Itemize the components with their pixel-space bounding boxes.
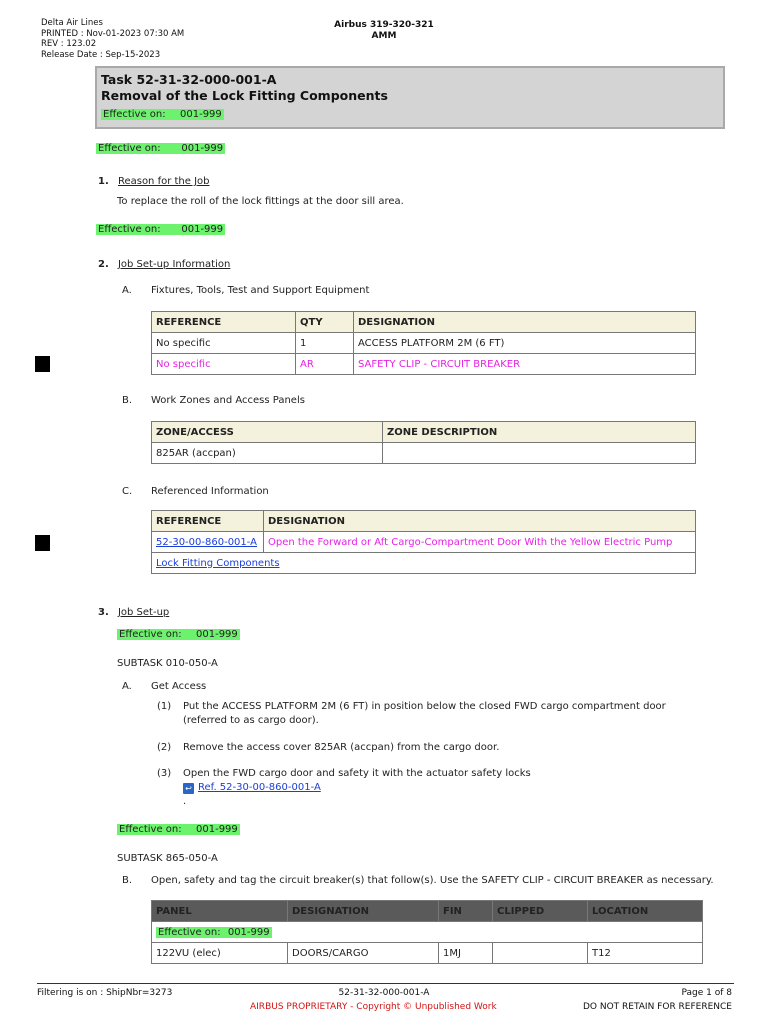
- aircraft-type: Airbus 319-320-321: [334, 20, 434, 30]
- table-cell: 122VU (elec): [152, 943, 288, 964]
- column-header: ZONE/ACCESS: [152, 422, 383, 443]
- table-row: [152, 443, 696, 464]
- column-header: QTY: [296, 312, 354, 333]
- retain-notice: DO NOT RETAIN FOR REFERENCE: [582, 1002, 732, 1012]
- step-reference: [183, 781, 321, 794]
- airline-name: Delta Air Lines: [41, 18, 103, 28]
- table-cell: DOORS/CARGO: [288, 943, 439, 964]
- step-number: (3): [157, 768, 172, 779]
- zones-table: [151, 421, 696, 464]
- task-title: Removal of the Lock Fitting Components: [101, 88, 388, 103]
- table-header-row: [152, 511, 696, 532]
- column-header: PANEL: [152, 901, 288, 922]
- manual-title: [0, 20, 768, 42]
- table-row: [152, 532, 696, 553]
- table-cell: [493, 943, 588, 964]
- task-number: Task 52-31-32-000-001-A: [101, 72, 277, 87]
- section-1-heading: [98, 175, 210, 188]
- lock-fitting-link[interactable]: Lock Fitting Components: [156, 557, 280, 569]
- manual-name: AMM: [371, 31, 397, 41]
- subsection-c-letter: C.: [122, 486, 133, 497]
- effective-label: Effective on:: [103, 109, 166, 120]
- column-header: REFERENCE: [152, 312, 296, 333]
- column-header: DESIGNATION: [354, 312, 696, 333]
- table-cell: [383, 443, 696, 464]
- subsection-c-title: Referenced Information: [151, 486, 269, 497]
- effective-label: Effective on:: [119, 629, 182, 640]
- table-row: [152, 333, 696, 354]
- circuit-breaker-table: [151, 900, 703, 964]
- effective-value: 001-999: [227, 926, 270, 938]
- column-header: DESIGNATION: [288, 901, 439, 922]
- effectivity-4: [117, 823, 240, 837]
- step-text: Remove the access cover 825AR (accpan) from the cargo door.: [183, 742, 500, 753]
- column-header: LOCATION: [588, 901, 703, 922]
- task-effectivity: [101, 108, 224, 122]
- page-number: Page 1 of 8: [681, 988, 732, 998]
- section-title: Job Set-up Information: [117, 259, 231, 270]
- table-cell: 1MJ: [439, 943, 493, 964]
- subsection-b-title: Work Zones and Access Panels: [151, 395, 305, 406]
- step-text-tail: .: [183, 796, 187, 807]
- table-row: [152, 553, 696, 574]
- effective-value: 001-999: [180, 109, 222, 120]
- step-number: (2): [157, 742, 172, 753]
- section-3-heading: [98, 606, 169, 619]
- step-b-letter: B.: [122, 875, 133, 886]
- filter-status: Filtering is on : ShipNbr=3273: [37, 988, 173, 998]
- step-text: Open the FWD cargo door and safety it with the actuator safety locks: [183, 768, 531, 779]
- table-cell: SAFETY CLIP - CIRCUIT BREAKER: [354, 354, 696, 375]
- subtask-label: SUBTASK 010-050-A: [117, 658, 218, 669]
- table-header-row: [152, 901, 703, 922]
- effective-label: Effective on:: [98, 224, 161, 235]
- step-text: Put the ACCESS PLATFORM 2M (6 FT) in position below the closed FWD cargo compartment door: [183, 701, 666, 712]
- effective-label: Effective on:: [158, 926, 221, 938]
- step-reference-link[interactable]: Ref. 52-30-00-860-001-A: [198, 782, 321, 793]
- column-header: DESIGNATION: [264, 511, 696, 532]
- effectivity-row: [152, 922, 703, 943]
- change-bar-marker: [35, 356, 50, 372]
- effectivity-3: [117, 628, 240, 642]
- change-bar-marker: [35, 535, 50, 551]
- table-cell: No specific: [152, 354, 296, 375]
- step-number: (1): [157, 701, 172, 712]
- table-header-row: [152, 312, 696, 333]
- section-2-heading: [98, 258, 230, 271]
- step-b-text: Open, safety and tag the circuit breaker(s) that follow(s). Use the SAFETY CLIP - CIRCUIT BREAKER as necessary.: [151, 875, 714, 886]
- section-number: 1.: [98, 176, 109, 187]
- column-header: ZONE DESCRIPTION: [383, 422, 696, 443]
- column-header: CLIPPED: [493, 901, 588, 922]
- footer-divider: [37, 983, 734, 984]
- subtask-label: SUBTASK 865-050-A: [117, 853, 218, 864]
- table-cell: 1: [296, 333, 354, 354]
- section-number: 3.: [98, 607, 109, 618]
- effective-value: 001-999: [196, 824, 238, 835]
- effectivity-2: [96, 223, 225, 237]
- effective-label: Effective on:: [98, 143, 161, 154]
- column-header: REFERENCE: [152, 511, 264, 532]
- printed-date: PRINTED : Nov-01-2023 07:30 AM: [41, 28, 185, 39]
- tools-table: [151, 311, 696, 375]
- table-row: [152, 943, 703, 964]
- referenced-info-table: [151, 510, 696, 574]
- table-cell: Open the Forward or Aft Cargo-Compartment Door With the Yellow Electric Pump: [264, 532, 696, 553]
- table-cell: ACCESS PLATFORM 2M (6 FT): [354, 333, 696, 354]
- revision: REV : 123.02: [41, 39, 97, 49]
- footer-task-ref: 52-31-32-000-001-A: [338, 988, 430, 998]
- subsection-a-letter: A.: [122, 285, 132, 296]
- section-title: Job Set-up: [117, 607, 170, 618]
- section-number: 2.: [98, 259, 109, 270]
- table-cell: 825AR (accpan): [152, 443, 383, 464]
- effective-value: 001-999: [181, 224, 224, 235]
- step-text: (referred to as cargo door).: [183, 715, 319, 726]
- step-a-letter: A.: [122, 681, 132, 692]
- step-a-title: Get Access: [151, 681, 207, 692]
- effectivity-1: [96, 142, 225, 156]
- proprietary-notice: AIRBUS PROPRIETARY - Copyright © Unpublished Work: [250, 1002, 497, 1012]
- section-1-text: To replace the roll of the lock fittings at the door sill area.: [117, 196, 404, 207]
- reference-arrow-icon: ↩: [183, 783, 194, 794]
- table-row: [152, 354, 696, 375]
- table-header-row: [152, 422, 696, 443]
- table-cell: AR: [296, 354, 354, 375]
- subsection-b-letter: B.: [122, 395, 133, 406]
- reference-link[interactable]: 52-30-00-860-001-A: [156, 536, 258, 548]
- section-title: Reason for the Job: [117, 176, 210, 187]
- table-cell: T12: [588, 943, 703, 964]
- column-header: FIN: [439, 901, 493, 922]
- effective-value: 001-999: [181, 143, 224, 154]
- table-cell: No specific: [152, 333, 296, 354]
- release-date: Release Date : Sep-15-2023: [41, 49, 161, 60]
- effective-label: Effective on:: [119, 824, 182, 835]
- task-header-box: [95, 66, 725, 129]
- effective-value: 001-999: [196, 629, 238, 640]
- subsection-a-title: Fixtures, Tools, Test and Support Equipment: [151, 285, 370, 296]
